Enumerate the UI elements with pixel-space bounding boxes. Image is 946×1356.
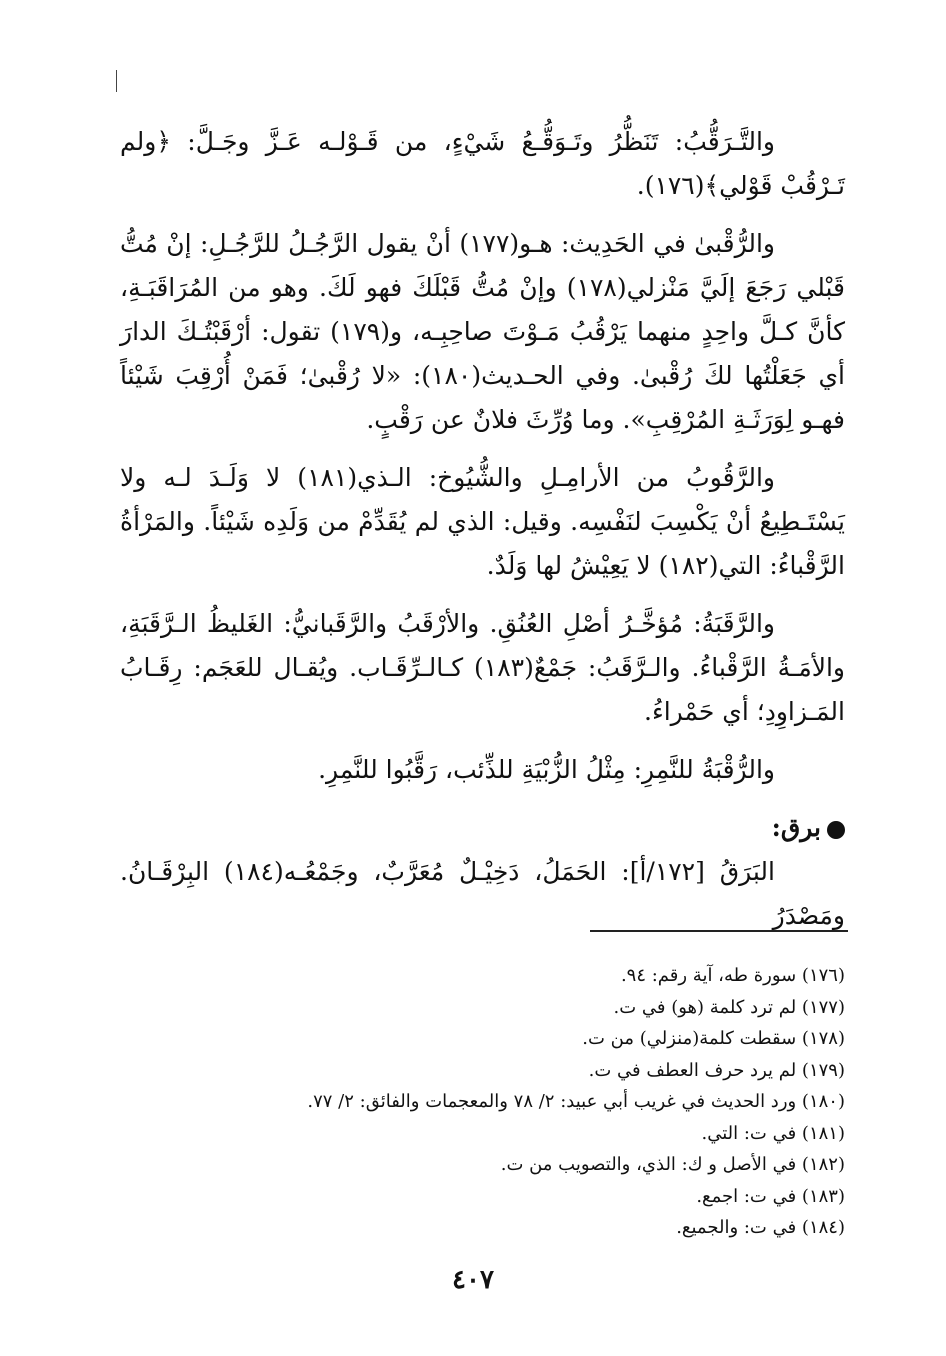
footnote-180: (١٨٠) ورد الحديث في غريب أبي عبيد: ٢/ ٧٨ والمعجمات والفائق: ٢/ ٧٧. bbox=[307, 1091, 845, 1112]
bullet-icon bbox=[827, 821, 845, 839]
paragraph-ruqba-namir: والرُّقْبَةُ للنَّمِرِ: مِثْلُ الزُّبْيَةِ للذِّئب، رَقَّبُوا للنَّمِرِ. bbox=[318, 755, 775, 784]
entry-heading bbox=[120, 806, 845, 850]
footnote-divider bbox=[590, 930, 848, 932]
footnote-179: (١٧٩) لم يرد حرف العطف في ت. bbox=[588, 1059, 845, 1081]
entry-heading-text: برق: bbox=[771, 813, 821, 842]
margin-mark bbox=[116, 70, 117, 92]
footnote-181: (١٨١) في ت: التي. bbox=[701, 1122, 845, 1144]
footnotes bbox=[220, 960, 845, 1244]
footnote-184: (١٨٤) في ت: والجميع. bbox=[676, 1217, 845, 1238]
main-text bbox=[120, 120, 845, 944]
paragraph-tarakkub: والتَّـرَقُّبُ: تَنَظُّرُ وتَـوَقُّـعُ شَيْءٍ، من قَـوْلـه عَـزَّ وجَـلَّ: ﴿ولم تَـرْقُبْ قَوْلي﴾(١٧٦). bbox=[120, 127, 845, 200]
footnote-183: (١٨٣) في ت: اجمع. bbox=[696, 1185, 845, 1207]
paragraph-ruqba: والرُّقْبىٰ في الحَدِيث: هـو(١٧٧) أنْ يقول الرَّجُـلُ للرَّجُـلِ: إنْ مُتُّ قَبْلي رَجَعَ إلَيَّ مَنْزلي(١٧٨) وإنْ مُتُّ قَبْلَكَ فهو لَكَ. وهو من المُرَاقَبَـةِ، كأنَّ كـلَّ واحِدٍ منهما يَرْقُبُ مَـوْتَ صاحِبِـه، و(١٧٩) تقول: أرْقَبْتُـكَ الدارَ أي جَعَلْتُها لكَ رُقْبىٰ. وفي الحـديث(١٨٠): «لا رُقْبىٰ؛ فَمَنْ أُرْقِبَ شَيْئاً فهـو لِوَرَثَـةِ المُرْقِبِ». وما وُرِّثَ فلانٌ عن رَقْبٍ. bbox=[120, 229, 846, 434]
footnote-176: (١٧٦) سورة طه، آية رقم: ٩٤. bbox=[620, 965, 845, 986]
footnote-182: (١٨٢) في الأصل و ك: الذي، والتصويب من ت. bbox=[500, 1154, 845, 1175]
page-number: ٤٠٧ bbox=[452, 1265, 494, 1295]
footnote-177: (١٧٧) لم ترد كلمة (هو) في ت. bbox=[613, 996, 845, 1018]
footnote-178: (١٧٨) سقطت كلمة(منزلي) من ت. bbox=[582, 1028, 845, 1049]
paragraph-baraq: البَرَقُ [١٧٢/أ]: الحَمَلُ، دَخِيْـلٌ مُعَرَّبٌ، وجَمْعُـه(١٨٤) البِرْقَـانُ. ومَصْدَرُ bbox=[120, 857, 845, 930]
paragraph-raqaba: والرَّقَبَةُ: مُؤخَّـرُ أصْلِ العُنُقِ. والأرْقَبُ والرَّقَبانيُّ: الغَليظُ الـرَّقَبَةِ، والأمَـةُ الرَّقْباءُ. والـرَّقَبُ: جَمْعٌ(١٨٣) كـالـرِّقَـاب. ويُقـال للعَجَم: رِقَـابُ المَـزاوِدِ؛ أي حَمْراءُ. bbox=[120, 609, 845, 726]
paragraph-raqub: والرَّقُوبُ من الأرامِـلِ والشُّيُوخ: الـذي(١٨١) لا وَلَـدَ لـه ولا يَسْتَـطِيعُ أنْ يَكْسِبَ لنَفْسِه. وقيل: الذي لم يُقَدِّمْ من وَلَدِه شَيْئاً. والمَرْأةُ الرَّقْباءُ: التي(١٨٢) لا يَعِيْشُ لها وَلَدٌ. bbox=[120, 463, 845, 580]
